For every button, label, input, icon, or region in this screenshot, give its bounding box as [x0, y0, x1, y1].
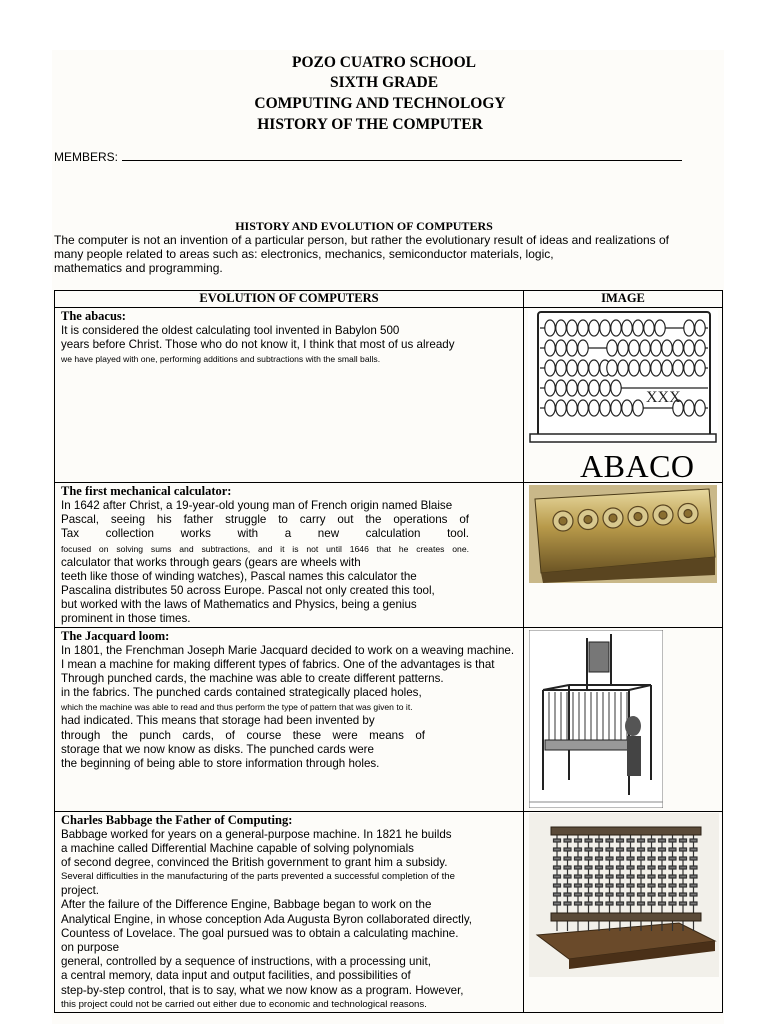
- intro-line: The computer is not an invention of a particular person, but rather the evolutionary result of ideas and realizations of: [54, 233, 670, 247]
- table-row-babbage: [55, 811, 723, 1012]
- calculator-title: The first mechanical calculator:: [61, 484, 232, 498]
- col-header-image: IMAGE: [524, 291, 723, 308]
- babbage-image-cell: [524, 811, 723, 1012]
- text-line: In 1642 after Christ, a 19-year-old young man of French origin named Blaise: [61, 499, 453, 512]
- topic-heading: HISTORY OF THE COMPUTER: [257, 116, 483, 133]
- text-line: project.: [61, 884, 100, 898]
- text-line: general, controlled by a sequence of instructions, with a processing unit,: [61, 955, 431, 969]
- text-line: Babbage worked for years on a general-purpose machine. In 1821 he builds: [61, 827, 452, 841]
- text-line: in the fabrics. The punched cards contained strategically placed holes,: [61, 686, 422, 700]
- col-header-evolution: EVOLUTION OF COMPUTERS: [55, 291, 524, 308]
- loom-title: The Jacquard loom:: [61, 628, 170, 643]
- members-label: MEMBERS:: [54, 150, 119, 164]
- text-line: storage that we now know as disks. The punched cards were: [61, 742, 374, 756]
- text-line: of second degree, convinced the British government to grant him a subsidy.: [61, 856, 448, 870]
- school-name: POZO CUATRO SCHOOL: [291, 54, 476, 71]
- intro-paragraph: [54, 233, 704, 276]
- text-line: through the punch cards, of course these were means of: [61, 728, 425, 742]
- text-line: Through punched cards, the machine was able to create different patterns.: [61, 672, 444, 686]
- subject-heading: COMPUTING AND TECHNOLOGY: [254, 95, 506, 112]
- section-title: HISTORY AND EVOLUTION OF COMPUTERS: [235, 219, 493, 233]
- loom-text-cell: [55, 627, 524, 811]
- text-line: calculator that works through gears (gears are wheels with: [61, 555, 361, 569]
- text-line: Pascal, seeing his father struggle to carry out the operations of: [61, 513, 469, 527]
- members-field: [54, 150, 682, 164]
- text-line: the beginning of being able to store information through holes.: [61, 757, 380, 771]
- text-line: Analytical Engine, in whose conception Ada Augusta Byron collaborated directly,: [61, 912, 472, 926]
- text-line: Tax collection works with a new calculation tool.: [61, 527, 469, 541]
- loom-image-cell: [524, 627, 723, 811]
- pascaline-image: [529, 485, 717, 583]
- loom-description: [61, 644, 523, 772]
- text-line: a machine called Differential Machine capable of solving polynomials: [61, 841, 414, 855]
- text-line: Countess of Lovelace. The goal pursued was to obtain a calculating machine.: [61, 926, 459, 940]
- jacquard-loom-image: [529, 630, 663, 808]
- text-line: I mean a machine for making different types of fabrics. One of the advantages is that: [61, 657, 495, 671]
- table-row-abacus: [55, 308, 723, 483]
- members-blank-line: [122, 150, 682, 161]
- grade-heading: SIXTH GRADE: [329, 74, 439, 91]
- text-line: we have played with one, performing additions and subtractions with the small balls.: [61, 354, 381, 365]
- text-line: had indicated. This means that storage had been invented by: [61, 714, 375, 728]
- text-line: on purpose: [61, 941, 120, 955]
- abacus-caption: ABACO: [580, 448, 695, 484]
- text-line: years before Christ. Those who do not know it, I think that most of us already: [61, 338, 455, 352]
- text-line: After the failure of the Difference Engine, Babbage began to work on the: [61, 898, 432, 912]
- text-line: Pascalina distributes 50 across Europe. Pascal not only created this tool,: [61, 584, 435, 598]
- text-line: this project could not be carried out either due to economic and technological reasons.: [61, 998, 427, 1010]
- text-line: but worked with the laws of Mathematics and Physics, being a genius: [61, 598, 417, 612]
- text-line: a central memory, data input and output facilities, and possibilities of: [61, 969, 411, 983]
- text-line: It is considered the oldest calculating tool invented in Babylon 500: [61, 324, 400, 337]
- evolution-table: [54, 290, 723, 1013]
- intro-line: many people related to areas such as: electronics, mechanics, semiconductor materials, logic,: [54, 247, 554, 262]
- abacus-text-cell: [55, 308, 524, 483]
- text-line: Several difficulties in the manufacturing of the parts prevented a successful completion of the: [61, 871, 455, 883]
- abacus-image: [528, 310, 718, 444]
- table-row-mechanical-calculator: [55, 483, 723, 628]
- calculator-description: [61, 499, 523, 627]
- calculator-image-cell: [524, 483, 723, 628]
- abacus-label-text: XXX: [646, 389, 681, 406]
- text-line: step-by-step control, that is to say, what we now know as a program. However,: [61, 983, 464, 997]
- abacus-description: [61, 324, 523, 366]
- intro-line: mathematics and programming.: [54, 261, 223, 276]
- calculator-text-cell: [55, 483, 524, 628]
- difference-engine-image: [529, 813, 719, 977]
- babbage-description: [61, 828, 523, 1012]
- table-header-row: [55, 291, 723, 308]
- text-line: which the machine was able to read and thus perform the type of pattern that was given to it.: [61, 702, 413, 713]
- text-line: focused on solving sums and subtractions, and it is not until 1646 that he creates one.: [61, 543, 469, 554]
- abacus-image-cell: [524, 308, 723, 483]
- text-line: teeth like those of winding watches), Pascal names this calculator the: [61, 569, 417, 583]
- abacus-title: The abacus:: [61, 309, 126, 323]
- text-line: prominent in those times.: [61, 612, 191, 626]
- text-line: In 1801, the Frenchman Joseph Marie Jacquard decided to work on a weaving machine.: [61, 643, 515, 657]
- table-row-jacquard-loom: [55, 627, 723, 811]
- babbage-text-cell: [55, 811, 524, 1012]
- babbage-title: Charles Babbage the Father of Computing:: [61, 812, 293, 827]
